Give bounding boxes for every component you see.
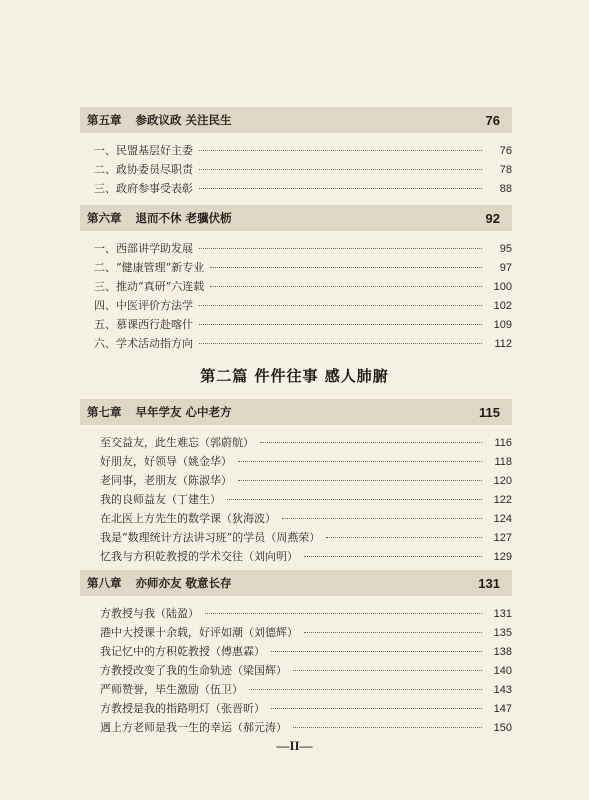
chapter-page: 92 [485,210,500,226]
page-folio: —II— [276,738,313,753]
dot-leader [293,670,482,671]
entry-label: 六、学术活动指方向 [94,337,193,350]
entry-label: 一、西部讲学助发展 [94,242,193,255]
entry-label: 严师赞誉，毕生激励（伍卫） [100,683,243,696]
toc-entry[interactable] [80,624,512,643]
entry-page: 140 [493,665,512,677]
entry-page: 118 [494,456,512,468]
dot-leader [199,305,482,306]
toc-entry[interactable] [80,453,512,472]
toc-entry[interactable] [80,335,512,354]
dot-leader [304,556,482,557]
entry-page: 147 [493,703,512,715]
chapter-number: 第七章 [87,405,122,419]
dot-leader [238,480,482,481]
toc-entry[interactable] [80,719,512,738]
dot-leader [271,651,482,652]
entry-page: 138 [493,646,512,658]
dot-leader [199,343,482,344]
entry-page: 120 [493,475,512,487]
toc-entry[interactable] [80,662,512,681]
entry-page: 131 [493,608,512,620]
toc-entry[interactable] [80,434,512,453]
toc-entry[interactable] [80,240,512,259]
dot-leader [227,499,482,500]
toc-entry[interactable] [80,529,512,548]
entry-label: 我的良师益友（丁建生） [100,493,221,506]
dot-leader [199,150,482,151]
dot-leader [205,613,482,614]
dot-leader [199,188,482,189]
dot-leader [249,689,482,690]
entry-page: 88 [499,183,512,195]
chapter-page: 115 [479,404,500,420]
entry-list [80,142,512,199]
toc-entry[interactable] [80,643,512,662]
entry-page: 150 [493,722,512,734]
chapter-title: 退而不休 老骥伏枥 [135,211,232,225]
entry-list [80,240,512,354]
entry-label: 遇上方老师是我一生的幸运（郝元涛） [100,721,287,734]
dot-leader [282,518,482,519]
dot-leader [271,708,482,709]
chapter-header [80,107,512,133]
entry-label: 在北医上方先生的数学课（狄海波） [100,512,276,525]
chapter-8 [80,570,512,738]
entry-page: 109 [493,319,512,331]
entry-label: 一、民盟基层好主委 [94,144,193,157]
entry-label: 至交益友，此生难忘（郭蔚航） [100,436,254,449]
chapter-header [80,570,512,596]
toc-entry[interactable] [80,142,512,161]
entry-label: 忆我与方积乾教授的学术交往（刘向明） [100,550,298,563]
entry-page: 124 [493,513,512,525]
toc-entry[interactable] [80,510,512,529]
entry-label: 四、中医评价方法学 [94,299,193,312]
entry-label: 三、政府参事受表彰 [94,182,193,195]
chapter-title: 早年学友 心中老方 [135,405,232,419]
toc-entry[interactable] [80,297,512,316]
entry-page: 78 [499,164,512,176]
entry-page: 135 [493,627,512,639]
toc-entry[interactable] [80,472,512,491]
toc-entry[interactable] [80,681,512,700]
entry-page: 127 [493,532,512,544]
entry-label: 方教授与我（陆盈） [100,607,199,620]
toc-entry[interactable] [80,605,512,624]
toc-entry[interactable] [80,548,512,567]
entry-label: 方教授是我的指路明灯（张晋昕） [100,702,265,715]
entry-page: 97 [499,262,512,274]
dot-leader [304,632,482,633]
toc-entry[interactable] [80,316,512,335]
entry-label: 二、政协委员尽职责 [94,163,193,176]
chapter-page: 131 [478,575,500,591]
chapter-header [80,399,512,425]
toc-entry[interactable] [80,491,512,510]
chapter-5 [80,107,512,199]
entry-label: 老同事，老朋友（陈淑华） [100,474,232,487]
toc-entry[interactable] [80,278,512,297]
entry-list [80,434,512,567]
chapter-page: 76 [485,112,500,128]
entry-page: 102 [493,300,512,312]
entry-page: 100 [493,281,512,293]
dot-leader [210,286,482,287]
toc-entry[interactable] [80,259,512,278]
chapter-7 [80,399,512,567]
chapter-number: 第八章 [87,576,122,590]
entry-label: 五、慕课西行赴喀什 [94,318,193,331]
entry-label: 好朋友，好领导（姚金华） [100,455,232,468]
entry-page: 76 [499,145,512,157]
part-title: 第二篇 件件往事 感人肺腑 [200,367,389,385]
entry-page: 112 [494,338,512,350]
entry-page: 122 [493,494,512,506]
entry-label: 三、推动“真研”六连载 [94,280,205,293]
entry-page: 95 [499,243,512,255]
dot-leader [210,267,482,268]
chapter-title: 亦师亦友 敬意长存 [135,576,232,590]
entry-label: 我是“数理统计方法讲习班”的学员（周燕荣） [100,531,321,544]
dot-leader [293,727,482,728]
dot-leader [199,248,482,249]
toc-entry[interactable] [80,161,512,180]
chapter-number: 第五章 [87,113,122,127]
entry-label: 方教授改变了我的生命轨迹（梁国辉） [100,664,287,677]
dot-leader [260,442,482,443]
entry-page: 143 [493,684,512,696]
chapter-title: 参政议政 关注民生 [135,113,232,127]
dot-leader [199,169,482,170]
entry-page: 116 [494,437,512,449]
dot-leader [199,324,482,325]
chapter-number: 第六章 [87,211,122,225]
toc-entry[interactable] [80,180,512,199]
entry-list [80,605,512,738]
chapter-6 [80,205,512,354]
dot-leader [326,537,482,538]
dot-leader [238,461,482,462]
entry-label: 二、“健康管理”新专业 [94,261,205,274]
toc-entry[interactable] [80,700,512,719]
entry-label: 港中大授课十余载，好评如潮（刘德辉） [100,626,298,639]
entry-page: 129 [493,551,512,563]
entry-label: 我记忆中的方积乾教授（傅惠霖） [100,645,265,658]
chapter-header [80,205,512,231]
